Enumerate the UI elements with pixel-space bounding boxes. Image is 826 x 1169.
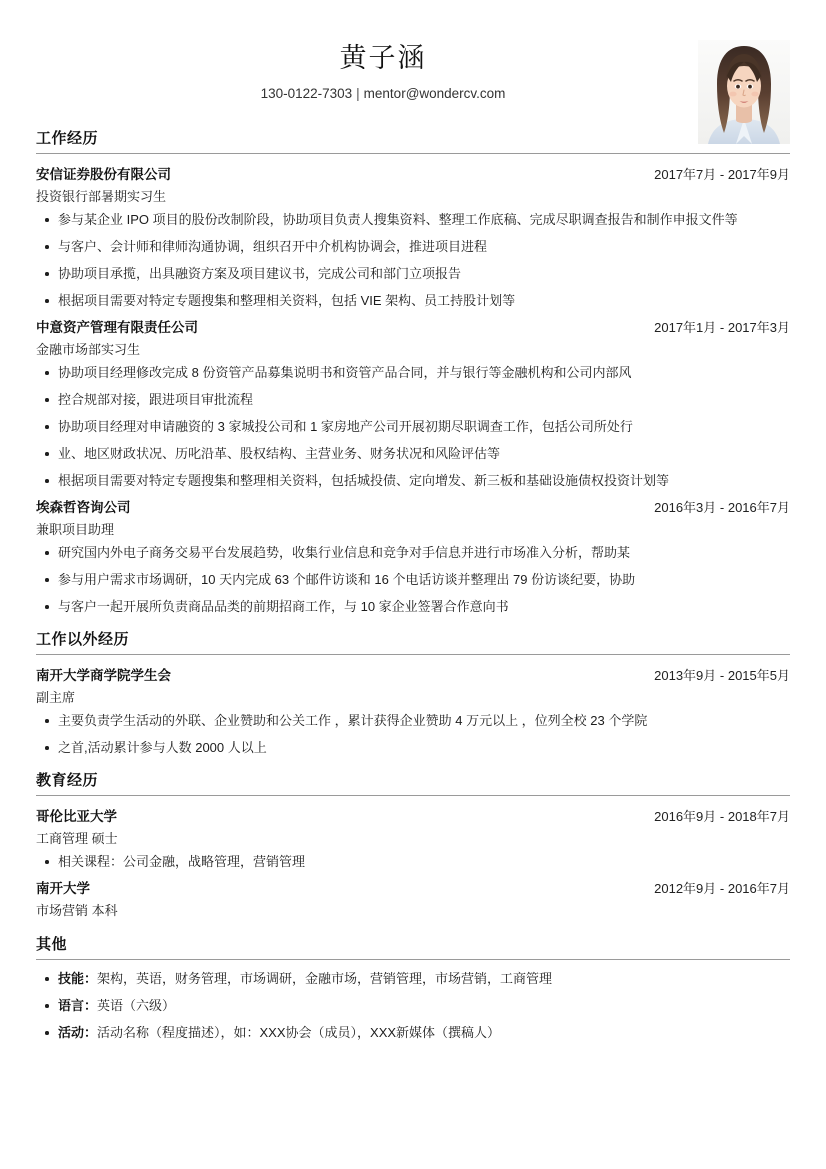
entry-header (36, 665, 790, 686)
list-item: 控合规部对接，跟进项目审批流程 (36, 391, 790, 409)
section-divider (36, 654, 790, 655)
entry-role: 市场营销 本科 (36, 903, 118, 918)
entry-organization: 哥伦比亚大学 (36, 809, 117, 824)
entry-date-range: 2016年9月 - 2018年7月 (654, 809, 790, 824)
list-item: 协助项目经理修改完成 8 份资管产品募集说明书和资管产品合同，并与银行等金融机构和公司内部风 (36, 364, 790, 382)
email-address: mentor@wondercv.com (363, 86, 506, 101)
entry-bullet-list (36, 211, 790, 310)
list-item (36, 970, 790, 988)
entry-role: 投资银行部暑期实习生 (36, 189, 167, 204)
list-item: 与客户一起开展所负责商品品类的前期招商工作，与 10 家企业签署合作意向书 (36, 598, 790, 616)
section-title: 工作以外经历 (36, 631, 130, 648)
list-item: 相关课程：公司金融，战略管理，营销管理 (36, 853, 790, 871)
contact-separator: | (356, 86, 360, 101)
experience-entry (36, 806, 790, 871)
experience-entry (36, 317, 790, 490)
entry-date-range: 2016年3月 - 2016年7月 (654, 500, 790, 515)
list-item: 参与某企业 IPO 项目的股份改制阶段，协助项目负责人搜集资料、整理工作底稿、完成尽职调查报告和制作申报文件等 (36, 211, 790, 229)
avatar (698, 40, 790, 144)
sections-container (36, 129, 790, 921)
entry-header (36, 497, 790, 518)
entry-date-range: 2012年9月 - 2016年7月 (654, 881, 790, 896)
item-label: 技能： (58, 971, 98, 986)
resume-header (0, 0, 826, 115)
entry-date-range: 2017年7月 - 2017年9月 (654, 167, 790, 182)
entry-organization: 南开大学商学院学生会 (36, 668, 171, 683)
item-label: 活动： (58, 1025, 98, 1040)
section-3 (36, 771, 790, 921)
list-item: 根据项目需要对特定专题搜集和整理相关资料，包括 VIE 架构、员工持股计划等 (36, 292, 790, 310)
section-title: 工作经历 (36, 130, 99, 147)
entry-role: 工商管理 硕士 (36, 831, 118, 846)
entry-organization: 南开大学 (36, 881, 90, 896)
section-other (36, 935, 790, 1042)
list-item: 主要负责学生活动的外联、企业赞助和公关工作 ，累计获得企业赞助 4 万元以上 ，位列全校 23 个学院 (36, 712, 790, 730)
entry-date-range: 2017年1月 - 2017年3月 (654, 320, 790, 335)
entry-header (36, 878, 790, 899)
list-item: 根据项目需要对特定专题搜集和整理相关资料，包括城投债、定向增发、新三板和基础设施债权投资计划等 (36, 472, 790, 490)
contact-line (0, 85, 766, 103)
entry-bullet-list (36, 364, 790, 490)
section-title: 教育经历 (36, 772, 99, 789)
section-divider (36, 795, 790, 796)
page-title: 黄子涵 (339, 43, 427, 73)
list-item: 研究国内外电子商务交易平台发展趋势，收集行业信息和竞争对手信息并进行市场准入分析，帮助某 (36, 544, 790, 562)
entry-role: 金融市场部实习生 (36, 342, 141, 357)
experience-entry (36, 665, 790, 757)
list-item: 协助项目经理对申请融资的 3 家城投公司和 1 家房地产公司开展初期尽职调查工作，包括公司所处行 (36, 418, 790, 436)
experience-entry (36, 878, 790, 921)
phone-number: 130-0122-7303 (260, 86, 353, 101)
item-value: 活动名称（程度描述），如：XXX协会（成员），XXX新媒体（撰稿人） (97, 1025, 501, 1040)
section-2 (36, 630, 790, 757)
portrait-photo-icon (698, 40, 790, 144)
entry-date-range: 2013年9月 - 2015年5月 (654, 668, 790, 683)
list-item: 业、地区财政状况、历叱沿革、股权结构、主营业务、财务状况和风险评估等 (36, 445, 790, 463)
item-label: 语言： (58, 998, 98, 1013)
list-item (36, 997, 790, 1015)
entry-header (36, 806, 790, 827)
entry-organization: 安信证券股份有限公司 (36, 167, 171, 182)
list-item: 参与用户需求市场调研，10 天内完成 63 个邮件访谈和 16 个电话访谈并整理出 79 份访谈纪要，协助 (36, 571, 790, 589)
list-item: 与客户、会计师和律师沟通协调，组织召开中介机构协调会，推进项目进程 (36, 238, 790, 256)
section-divider (36, 959, 790, 960)
experience-entry (36, 164, 790, 310)
section-1 (36, 129, 790, 616)
entry-organization: 埃森哲咨询公司 (36, 500, 131, 515)
entry-role: 副主席 (36, 690, 76, 705)
entry-bullet-list (36, 712, 790, 757)
other-items-list (36, 970, 790, 1042)
resume-content (0, 129, 826, 1042)
list-item: 之首,活动累计参与人数 2000 人以上 (36, 739, 790, 757)
entry-bullet-list (36, 544, 790, 616)
list-item (36, 1024, 790, 1042)
entry-header (36, 317, 790, 338)
section-divider (36, 153, 790, 154)
section-title-other: 其他 (36, 936, 68, 953)
entry-header (36, 164, 790, 185)
entry-organization: 中意资产管理有限责任公司 (36, 320, 198, 335)
experience-entry (36, 497, 790, 616)
entry-role: 兼职项目助理 (36, 522, 115, 537)
entry-bullet-list (36, 853, 790, 871)
list-item: 协助项目承揽，出具融资方案及项目建议书，完成公司和部门立项报告 (36, 265, 790, 283)
item-value: 架构，英语，财务管理，市场调研，金融市场，营销管理，市场营销，工商管理 (97, 971, 553, 986)
item-value: 英语（六级） (97, 998, 176, 1013)
